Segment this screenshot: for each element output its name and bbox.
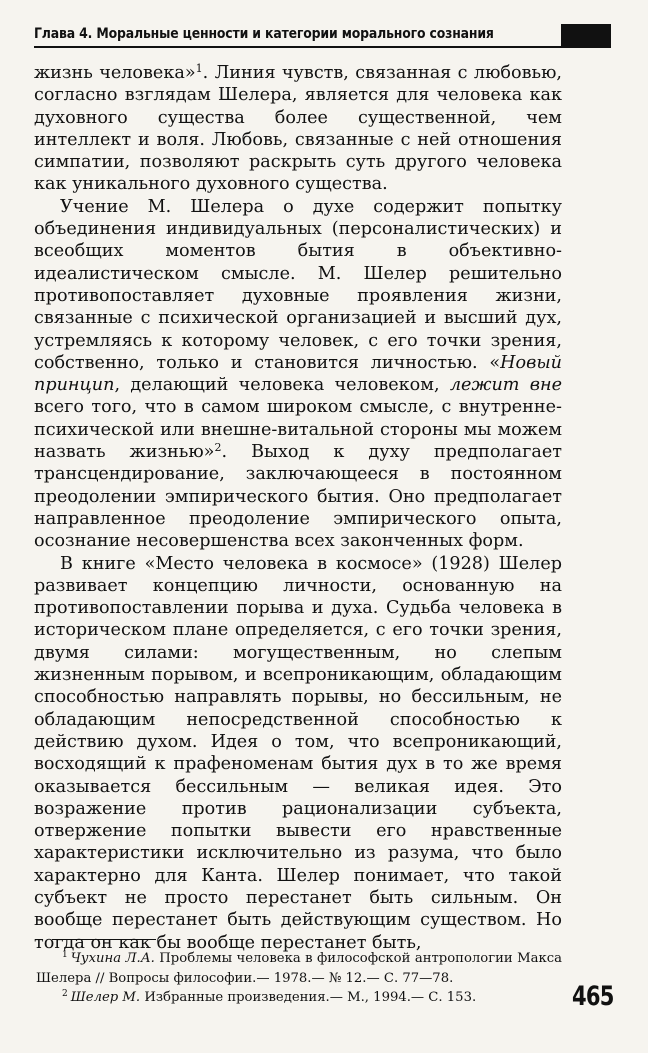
footnote-ref-2[interactable]: 2 [214, 441, 222, 455]
paragraph-3: В книге «Место человека в космосе» (1928) Шелер развивает концепцию личности, основанную на противопоставлении порыва и духа. Судьба человека в историческом плане определяется, с его точки зрения, двумя силами: могущественным, но слепым жизненным порывом, и всепроникающим, обладающим способностью направлять порывы, но бессильным, не обладающим непосредственной способностью к действию духом. Идея о том, что всепроникающий, восходящий к прафеноменам бытия дух в то же время оказывается бессильным — великая идея. Это возражение против рационализации субъекта, отвержение попытки вывести его нравственные характеристики исключительно из разума, что было характерно для Канта. Шелер понимает, что такой субъект не просто перестанет быть сильным. Он вообще перестанет быть действующим существом. Но тогда он как бы вообще перестанет быть, [34, 553, 562, 953]
footnote-1: $^1$ Чухина Л.А. Проблемы человека в философской антропологии Макса Шелера // Вопросы философии.— 1978.— № 12.— С. 77—78. [36, 950, 562, 986]
footnote-author: Шелер М. [70, 990, 141, 1005]
emphasis-new-principle: Новый принцип [34, 352, 562, 396]
page-number: 465 [572, 981, 614, 1012]
paragraph-1: жизнь человека»$^1$. Линия чувств, связанная с любовью, согласно взглядам Шелера, является для человека как духовного существа более существенной, чем интеллект и воля. Любовь, связанные с ней отношения симпатии, позволяют раскрыть суть другого человека как уникального духовного существа. [34, 62, 562, 195]
footnotes [36, 949, 562, 1008]
paragraph-2: Учение М. Шелера о духе содержит попытку объединения индивидуальных (персоналистических) и всеобщих моментов бытия в объективно-идеалистическом смысле. М. Шелер решительно противопоставляет духовные проявления жизни, связанные с психической организацией и высший дух, устремляясь к которому человек, с его точки зрения, собственно, только и становится личностью. «Новый принцип, делающий человека человеком, лежит вне всего того, что в самом широком смысле, с внутренне-психической или внешне-витальной стороны мы можем назвать жизнью»$^2$. Выход к духу предполагает трансцендирование, заключающееся в постоянном преодолении эмпирического бытия. Оно предполагает направленное преодоление эмпирического опыта, осознание несовершенства всех законченных форм. [34, 196, 562, 552]
footnote-author: Чухина Л.А. [70, 951, 155, 966]
chapter-title: Глава 4. Моральные ценности и категории морального сознания [34, 26, 494, 42]
emphasis-lies-outside: лежит вне [449, 375, 562, 396]
footnote-divider [52, 939, 156, 940]
running-header [34, 26, 611, 48]
header-marker-block [561, 24, 611, 46]
footnote-2: $^2$ Шелер М. Избранные произведения.— М., 1994.— С. 153. [62, 989, 477, 1005]
body-text [34, 62, 562, 954]
footnote-ref-1[interactable]: 1 [195, 62, 203, 75]
